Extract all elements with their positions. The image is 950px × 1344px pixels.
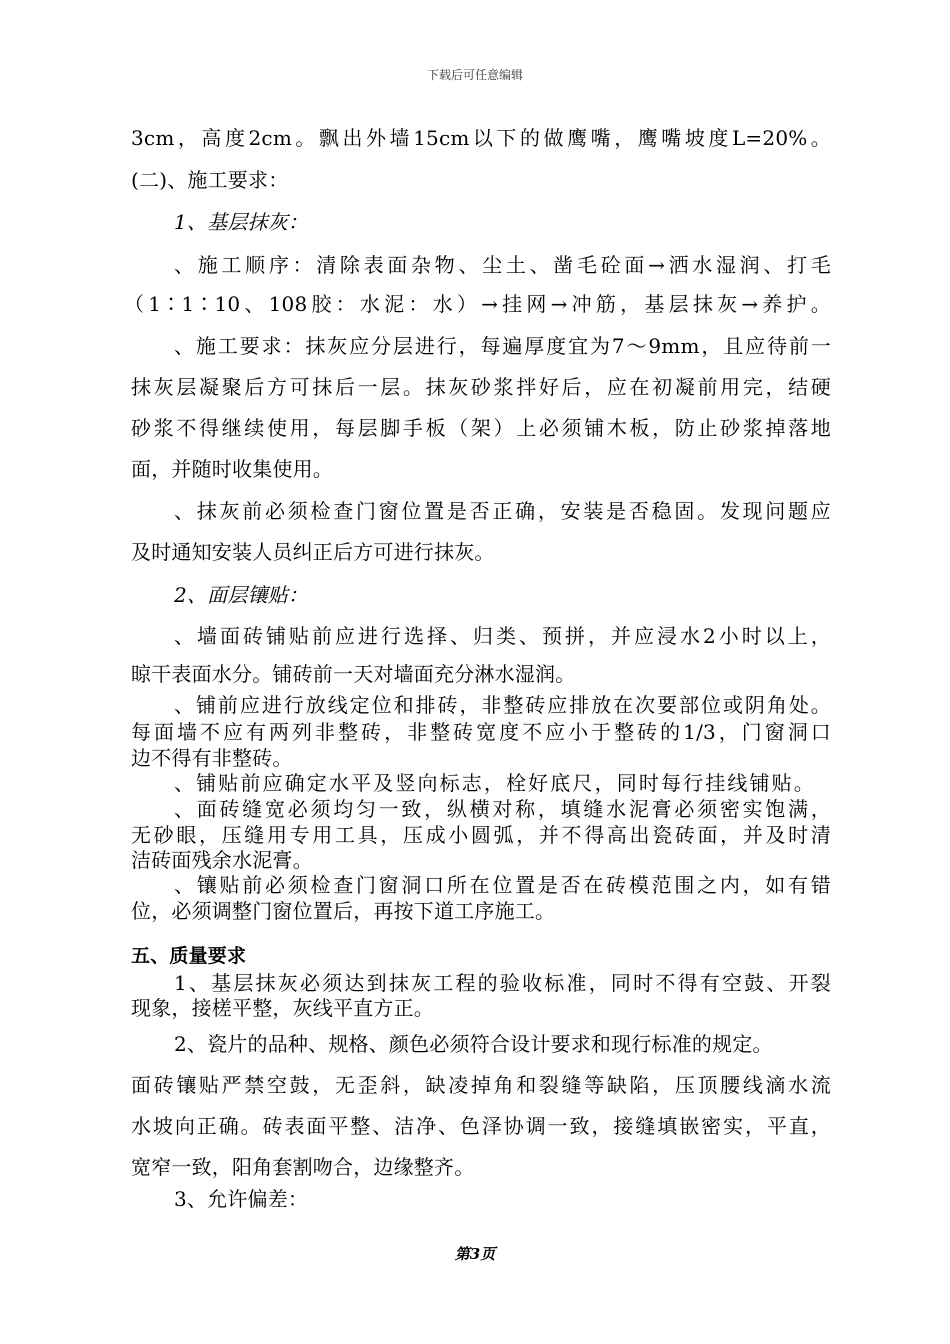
page-number: 第3页: [454, 1245, 496, 1263]
body-line: 位，必须调整门窗位置后，再按下道工序施工。: [131, 899, 556, 923]
body-line: 面砖镶贴严禁空鼓，无歪斜，缺凌掉角和裂缝等缺陷，压顶腰线滴水流: [131, 1073, 831, 1097]
body-line: 宽窄一致，阳角套割吻合，边缘整齐。: [131, 1155, 475, 1179]
subsection-heading: 2、面层镶贴：: [174, 583, 309, 607]
body-line: 及时通知安装人员纠正后方可进行抹灰。: [131, 540, 495, 564]
body-line: 面，并随时收集使用。: [131, 457, 333, 481]
body-line: 、施工顺序：清除表面杂物、尘土、凿毛砼面→洒水湿润、打毛: [174, 253, 831, 277]
body-line: 砂浆不得继续使用，每层脚手板（架）上必须铺木板，防止砂浆掉落地: [131, 416, 831, 440]
body-line: 现象，接槎平整，灰线平直方正。: [131, 996, 434, 1020]
section-heading: (二)、施工要求：: [131, 168, 289, 192]
section-heading: 五、质量要求: [131, 945, 247, 967]
body-line: 水坡向正确。砖表面平整、洁净、色泽协调一致，接缝填嵌密实，平直，: [131, 1114, 831, 1138]
body-line: （1∶1∶10、108胶：水泥：水）→挂网→冲筋，基层抹灰→养护。: [124, 292, 831, 316]
body-line: 、铺前应进行放线定位和排砖，非整砖应排放在次要部位或阴角处。: [174, 693, 831, 717]
body-line: 边不得有非整砖。: [131, 746, 293, 770]
body-line: 抹灰层凝聚后方可抹后一层。抹灰砂浆拌好后，应在初凝前用完，结硬: [131, 375, 831, 399]
body-line: 晾干表面水分。铺砖前一天对墙面充分淋水湿润。: [131, 662, 576, 686]
body-line: 、抹灰前必须检查门窗位置是否正确，安装是否稳固。发现问题应: [174, 499, 831, 523]
body-line: 无砂眼，压缝用专用工具，压成小圆弧，并不得高出瓷砖面，并及时清: [131, 823, 831, 847]
body-line: 、墙面砖铺贴前应进行选择、归类、预拼，并应浸水2小时以上，: [174, 624, 831, 648]
page-header: 下载后可任意编辑: [426, 68, 523, 82]
body-line: 、铺贴前应确定水平及竖向标志，栓好底尺，同时每行挂线铺贴。: [174, 771, 814, 795]
body-line: 、面砖缝宽必须均匀一致，纵横对称，填缝水泥膏必须密实饱满，: [174, 797, 831, 821]
subsection-heading: 1、基层抹灰：: [174, 210, 309, 234]
body-line: 每面墙不应有两列非整砖，非整砖宽度不应小于整砖的1/3，门窗洞口: [131, 720, 831, 744]
body-line: 2、瓷片的品种、规格、颜色必须符合设计要求和现行标准的规定。: [174, 1032, 773, 1056]
body-line: 、镶贴前必须检查门窗洞口所在位置是否在砖模范围之内，如有错: [174, 873, 831, 897]
body-line: 洁砖面残余水泥膏。: [131, 848, 313, 872]
body-line: 3cm，高度2cm。飘出外墙15cm以下的做鹰嘴，鹰嘴坡度L=20%。: [131, 126, 831, 150]
body-line: 3、允许偏差：: [174, 1187, 309, 1211]
body-line: 、施工要求：抹灰应分层进行，每遍厚度宜为7～9mm，且应待前一: [174, 334, 831, 358]
body-line: 1、基层抹灰必须达到抹灰工程的验收标准，同时不得有空鼓、开裂: [174, 971, 831, 995]
